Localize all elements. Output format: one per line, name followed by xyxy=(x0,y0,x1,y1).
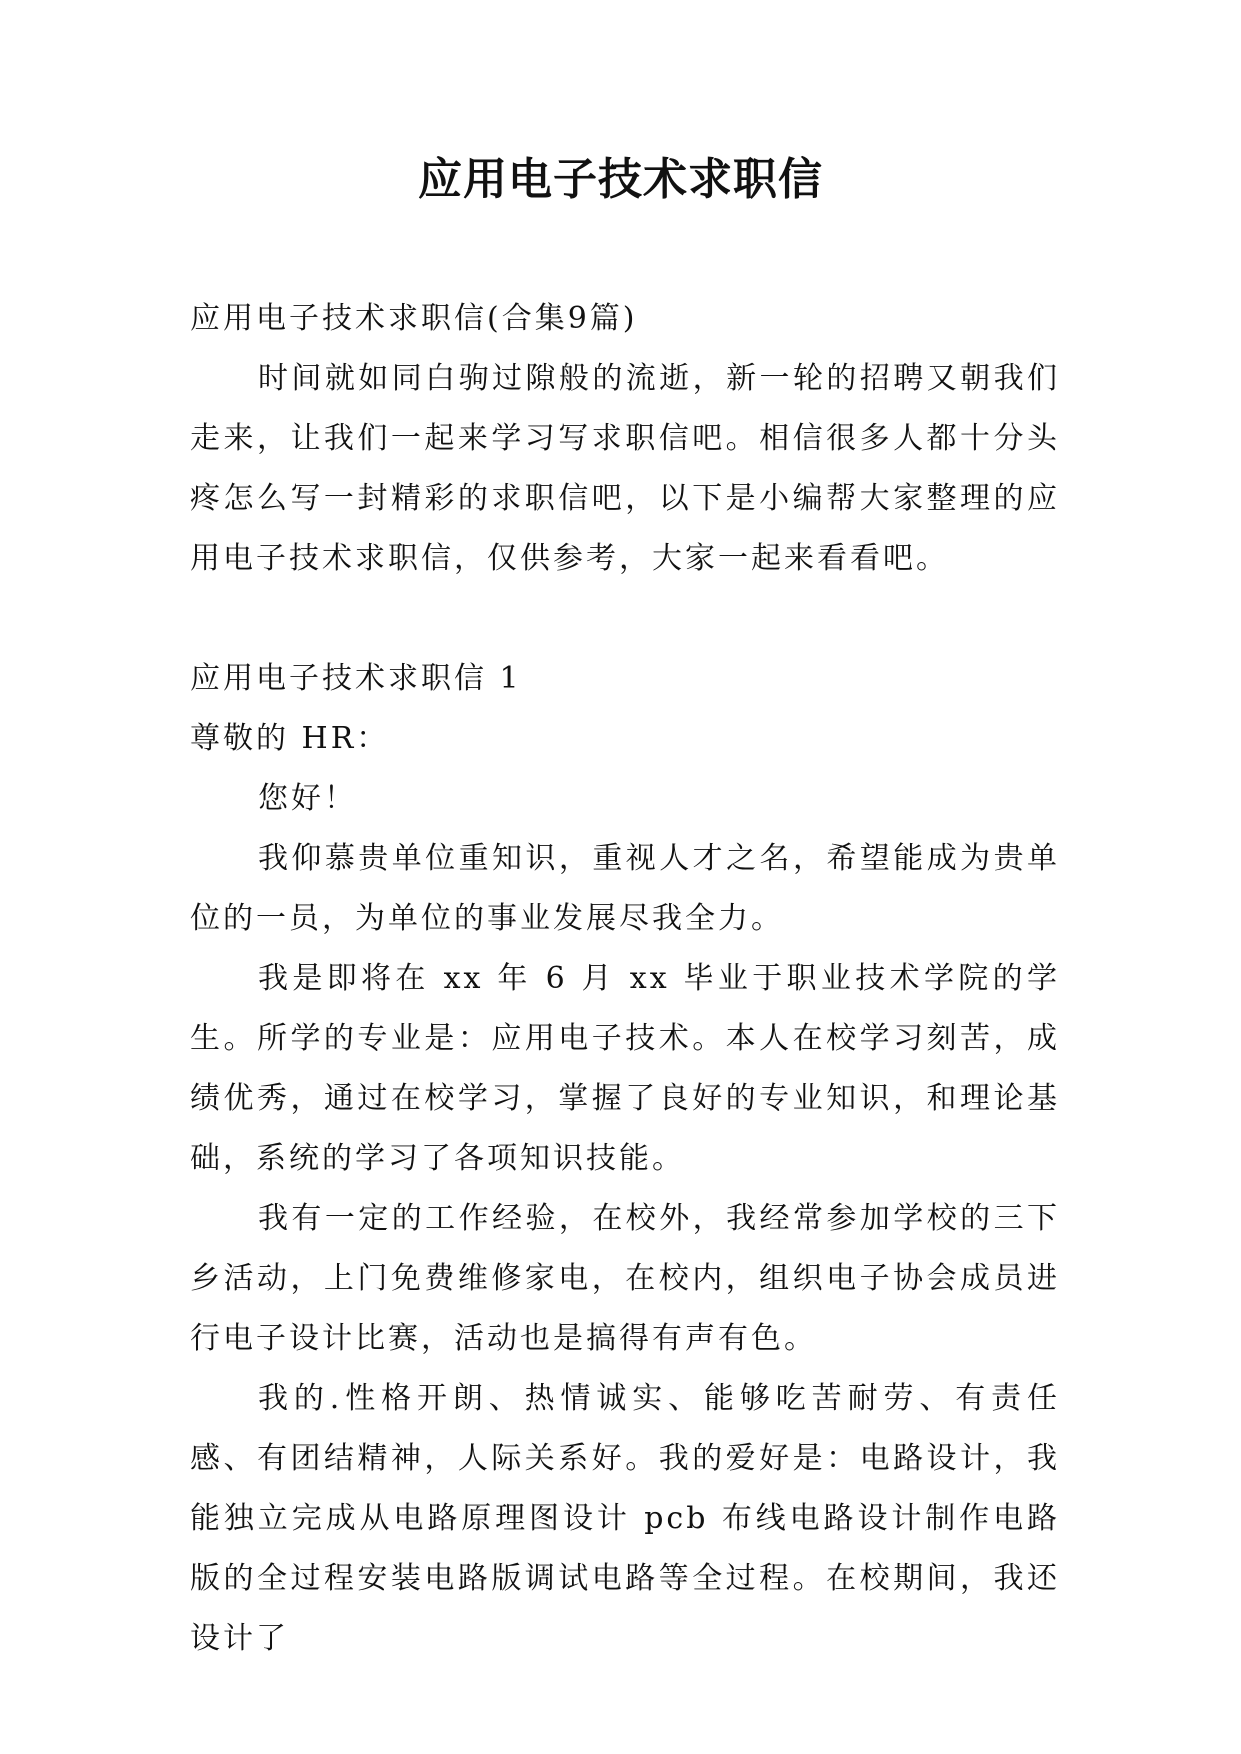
intro-paragraph: 时间就如同白驹过隙般的流逝，新一轮的招聘又朝我们走来，让我们一起来学习写求职信吧。相信很多人都十分头疼怎么写一封精彩的求职信吧，以下是小编帮大家整理的应用电子技术求职信，仅供参考，大家一起来看看吧。 xyxy=(190,361,1060,576)
document-subtitle: 应用电子技术求职信(合集9篇) xyxy=(190,301,638,336)
document-body xyxy=(190,289,1060,1669)
section-spacer xyxy=(190,589,1060,649)
body-paragraph: 我仰慕贵单位重知识，重视人才之名，希望能成为贵单位的一员，为单位的事业发展尽我全力。 xyxy=(190,841,1060,936)
greeting: 您好！ xyxy=(258,781,357,816)
salutation: 尊敬的 HR： xyxy=(190,721,390,756)
body-paragraph: 我是即将在 xx 年 6 月 xx 毕业于职业技术学院的学生。所学的专业是：应用电子技术。本人在校学习刻苦，成绩优秀，通过在校学习，掌握了良好的专业知识，和理论基础，系统的学习了各项知识技能。 xyxy=(190,961,1060,1176)
document-title: 应用电子技术求职信 xyxy=(418,154,823,205)
section-heading: 应用电子技术求职信 1 xyxy=(190,661,522,696)
body-paragraph: 我有一定的工作经验，在校外，我经常参加学校的三下乡活动，上门免费维修家电，在校内，组织电子协会成员进行电子设计比赛，活动也是搞得有声有色。 xyxy=(190,1201,1060,1356)
body-paragraph: 我的.性格开朗、热情诚实、能够吃苦耐劳、有责任感、有团结精神，人际关系好。我的爱好是：电路设计，我能独立完成从电路原理图设计 pcb 布线电路设计制作电路版的全过程安装电路版调试电路等全过程。在校期间，我还设计了 xyxy=(190,1381,1060,1656)
